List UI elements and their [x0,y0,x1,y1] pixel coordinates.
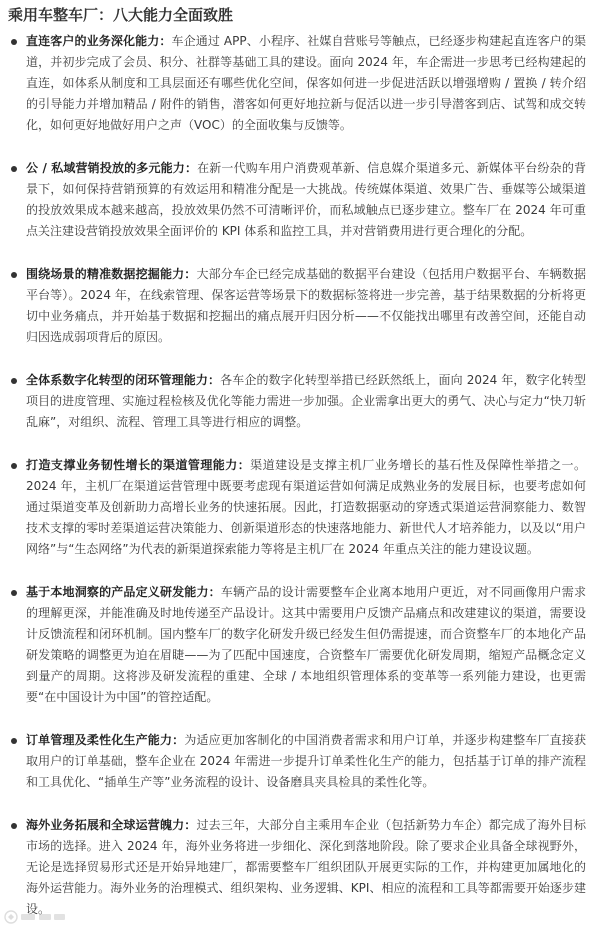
item-body: 渠道建设是支撑主机厂业务增长的基石性及保障性举措之一。2024 年，主机厂在渠道运营管理中既要考虑现有渠道运营如何满足成熟业务的发展目标，也要考虑如何通过渠道变革及创新助力高增长业务的快速拓展。因此，打造数据驱动的穿透式渠道运营洞察能力、数智技术支撑的零时差渠道运营决策能力、创新渠道形态的快速落地能力、新世代人才培养能力，以及以“用户网络”与“生态网络”为代表的新渠道探索能力等将是主机厂在 2024 年重点关注的能力建设议题。 [26,458,586,556]
item-heading: 基于本地洞察的产品定义研发能力： [26,585,221,599]
item-body: 车辆产品的设计需要整车企业离本地用户更近，对不同画像用户需求的理解更深，并能准确及时地传递至产品设计。这其中需要用户反馈产品痛点和改建建议的渠道，需要设计反馈流程和闭环机制。国内整车厂的数字化研发升级已经发生但仍需提速，而合资整车厂的本地化产品研发策略的调整更为迫在眉睫——为了匹配中国速度，合资整车厂需要优化研发周期，缩短产品概念定义到量产的周期。这将涉及研发流程的重建、全球 / 本地组织管理体系的变革等一系列能力建设，也更需要“在中国设计为中国”的管控适配。 [26,585,586,704]
capability-list [8,31,586,920]
item-body: 过去三年，大部分自主乘用车企业（包括新势力车企）都完成了海外目标市场的选择。进入 2024 年，海外业务将进一步细化、深化到落地阶段。除了要求企业具备全球视野外，无论是选择贸易形式还是开始异地建厂，都需要整车厂组织团队开展更实际的工作，并构建更加属地化的海外运营能力。海外业务的治理模式、组织架构、业务逻辑、KPI、相应的流程和工具等都需要开始逐步建设。 [26,818,586,916]
list-item [8,582,586,708]
item-body: 为适应更加客制化的中国消费者需求和用户订单，并逐步构建整车厂直接获取用户的订单基础，整车企业在 2024 年需进一步提升订单柔性化生产的能力，包括基于订单的排产流程和工具优化、“插单生产等”业务流程的设计、设备磨具夹具检具的柔性化等。 [26,733,586,789]
item-heading: 订单管理及柔性化生产能力： [26,733,185,747]
item-heading: 公 / 私域营销投放的多元能力： [26,161,198,175]
item-body: 各车企的数字化转型举措已经跃然纸上，面向 2024 年，数字化转型项目的进度管理、实施过程检核及优化等能力需进一步加强。企业需拿出更大的勇气、决心与定力“快刀斩乱麻”，对组织、流程、管理工具等进行相应的调整。 [26,373,586,429]
watermark-logo-icon [4,909,68,925]
list-item [8,815,586,920]
list-item [8,455,586,560]
bullet-icon [11,272,17,278]
item-body: 在新一代购车用户消费观革新、信息媒介渠道多元、新媒体平台纷杂的背景下，如何保持营销预算的有效运用和精准分配是一大挑战。传统媒体渠道、效果广告、垂媒等公域渠道的投放效果成本越来越高，投放效果仍然不可清晰评价，而私域触点已逐步建立。整车厂在 2024 年可重点关注建设营销投放效果全面评价的 KPI 体系和监控工具，并对营销费用进行更合理化的分配。 [26,161,586,238]
list-item [8,158,586,242]
bullet-icon [11,823,17,829]
item-body: 大部分车企已经完成基础的数据平台建设（包括用户数据平台、车辆数据平台等）。2024 年，在线索管理、保客运营等场景下的数据标签将进一步完善，基于结果数据的分析将更切中业务痛点，并开始基于数据和挖掘出的痛点展开归因分析——不仅能找出哪里有改善空间，还能自动归因选成弱项背后的原因。 [26,267,586,344]
list-item [8,730,586,793]
bullet-icon [11,590,17,596]
list-item [8,370,586,433]
item-body: 车企通过 APP、小程序、社媒自营账号等触点，已经逐步构建起直连客户的渠道，并初步完成了会员、积分、社群等基础工具的建设。面向 2024 年，车企需进一步思考已经构建起的直连，如体系从制度和工具层面还有哪些优化空间，保客如何进一步促进活跃以增强增购 / 置换 / 转介绍的引导能力并增加精品 / 附件的销售，潜客如何更好地拉新与促活以进一步引导潜客到店、试驾和成交转化，如何更好地做好用户之声（VOC）的全面收集与反馈等。 [26,34,586,132]
item-heading: 直连客户的业务深化能力： [26,34,172,48]
item-heading: 海外业务拓展和全球运营魄力： [26,818,197,832]
item-heading: 围绕场景的精准数据挖掘能力： [26,267,197,281]
bullet-icon [11,166,17,172]
bullet-icon [11,463,17,469]
list-item [8,31,586,136]
page-title: 乘用车整车厂：八大能力全面致胜 [8,6,234,24]
list-item [8,264,586,348]
bullet-icon [11,378,17,384]
bullet-icon [11,39,17,45]
item-heading: 全体系数字化转型的闭环管理能力： [26,373,221,387]
bullet-icon [11,738,17,744]
item-heading: 打造支撑业务韧性增长的渠道管理能力： [26,458,251,472]
